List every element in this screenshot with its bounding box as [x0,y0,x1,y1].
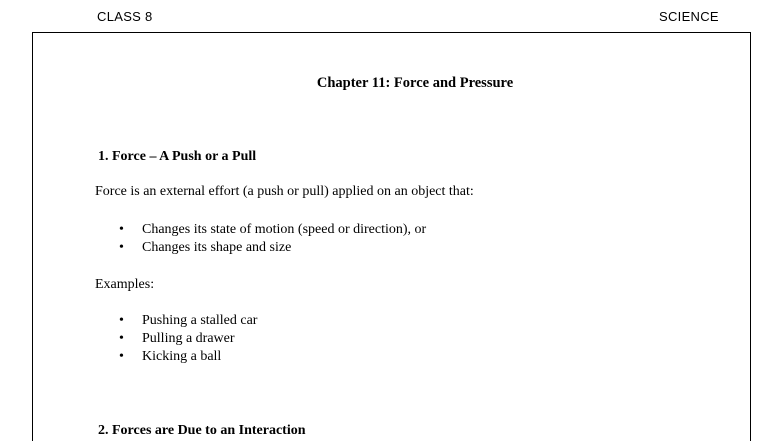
subject-label: SCIENCE [659,9,719,24]
bullet-icon: • [119,313,124,328]
bullet-icon: • [119,240,124,255]
bullet-icon: • [119,331,124,346]
list-item-text: Pushing a stalled car [142,313,258,328]
list-item-text: Pulling a drawer [142,331,235,346]
list-item-text: Changes its state of motion (speed or direction), or [142,222,427,237]
list-item-text: Changes its shape and size [142,240,292,255]
class-label: CLASS 8 [97,9,153,24]
section-heading-interaction: 2. Forces are Due to an Interaction [98,423,306,438]
bullet-icon: • [119,222,124,237]
list-item-text: Kicking a ball [142,349,222,364]
bullet-icon: • [119,349,124,364]
examples-label: Examples: [95,277,155,292]
section-heading-force: 1. Force – A Push or a Pull [98,149,257,164]
chapter-title: Chapter 11: Force and Pressure [316,75,514,91]
page-header [0,9,784,27]
force-definition: Force is an external effort (a push or pull) applied on an object that: [95,184,474,199]
